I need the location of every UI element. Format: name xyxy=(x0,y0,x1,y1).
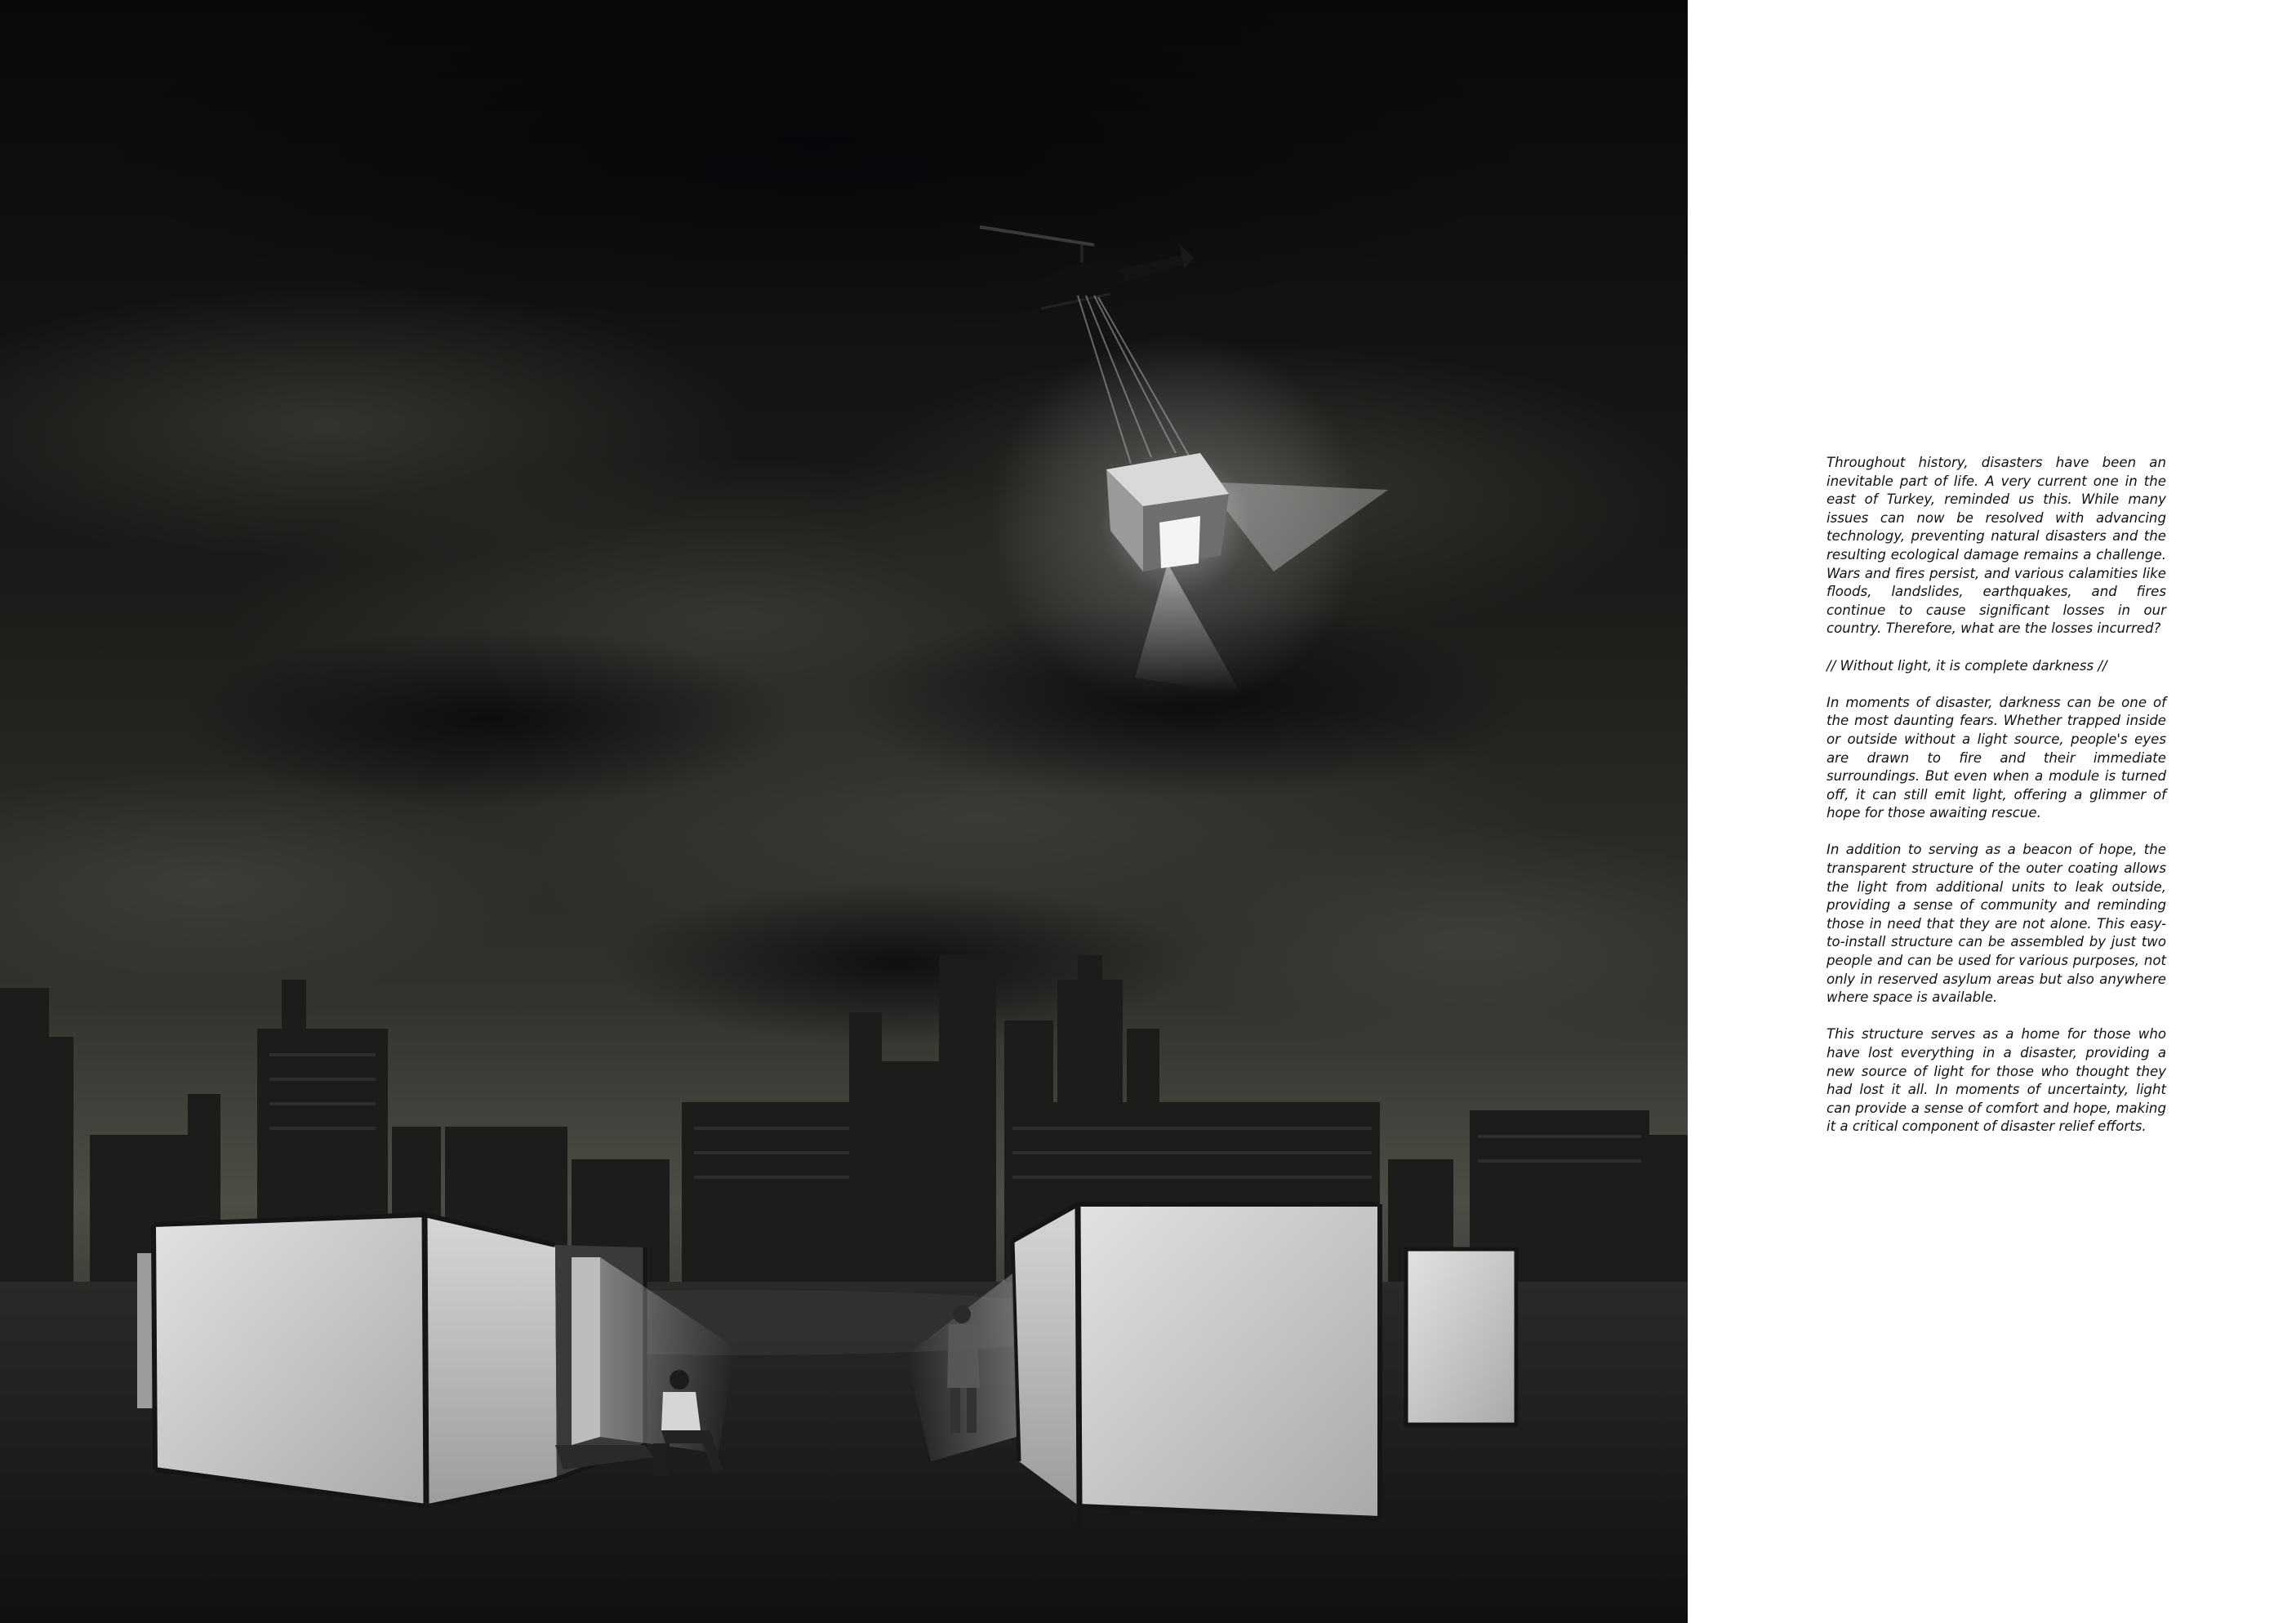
storm-clouds xyxy=(0,0,1688,1053)
home-paragraph: This structure serves as a home for those who have lost everything in a disaster, providing a new source of light for those who thought they had lost it all. In moments of uncertainty, light can provide a sense of comfort and hope, making it a critical component of disaster relief efforts. xyxy=(1827,1026,2166,1135)
community-paragraph: In addition to serving as a beacon of hope, the transparent structure of the outer coating allows the light from additional units to leak outside, providing a sense of community and reminding those in need that they are not alone. This easy-to-install structure can be assembled by just two people and can be used for various purposes, not only in reserved asylum areas but also anywhere where space is available. xyxy=(1827,842,2166,1006)
shelter-module-far-right xyxy=(1406,1249,1516,1425)
intro-paragraph: Throughout history, disasters have been an inevitable part of life. A very current one in the east of Turkey, reminded us this. While many issues can now be resolved with advancing technology, preventing natural disasters and the resulting ecological damage remains a challenge. Wars and fires persist, and various calamities like floods, landslides, earthquakes, and fires continue to cause significant losses in our country. Therefore, what are the losses incurred? xyxy=(1827,455,2166,637)
shelter-module-left xyxy=(137,1215,653,1506)
project-description xyxy=(1827,454,2166,1155)
shelter-module-right xyxy=(1012,1204,1380,1547)
motto-line: // Without light, it is complete darkness // xyxy=(1827,657,2107,674)
darkness-paragraph: In moments of disaster, darkness can be one of the most daunting fears. Whether trapped inside or outside without a light source, people's eyes are drawn to fire and their immediate surroundings. But even when a module is turned off, it can still emit light, offering a glimmer of hope for those awaiting rescue. xyxy=(1827,694,2166,821)
